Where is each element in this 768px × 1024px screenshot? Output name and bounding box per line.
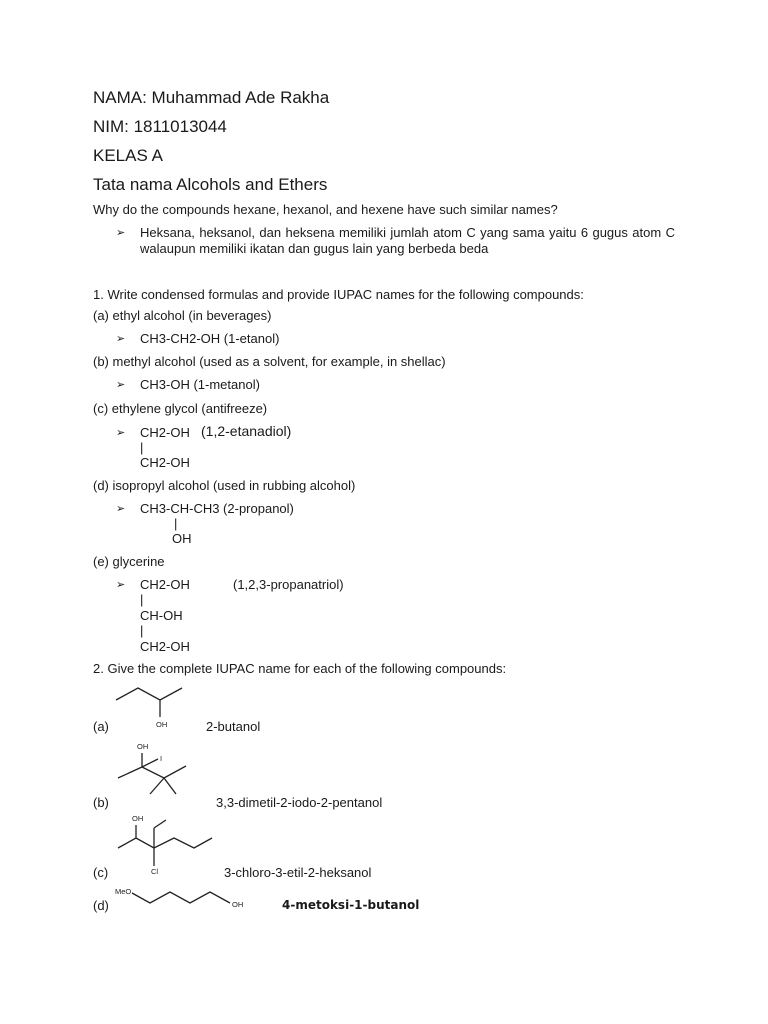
bullet-arrow-icon: ➢ (116, 503, 126, 515)
item-d-answer: CH3-CH-CH3 (2-propanol) (140, 501, 294, 516)
student-nim: NIM: 1811013044 (93, 117, 227, 136)
item-d-branch: OH (172, 531, 192, 546)
q2-a-answer: 2-butanol (206, 719, 261, 734)
q2-b-label: (b) (93, 795, 109, 810)
intro-answer: Heksana, heksanol, dan heksena memiliki jumlah atom C yang sama yaitu 6 gugus atom C walaupun memiliki ikatan dan gugus lain yang berbeda beda (140, 225, 675, 256)
item-e-label: (e) glycerine (93, 554, 165, 569)
atom-label: OH (137, 742, 149, 751)
item-d-bond: | (174, 516, 178, 531)
section2-title: 2. Give the complete IUPAC name for each of the following compounds: (93, 661, 507, 676)
bullet-arrow-icon: ➢ (116, 579, 126, 591)
item-a-label: (a) ethyl alcohol (in beverages) (93, 308, 272, 323)
q2-d-label: (d) (93, 898, 109, 913)
q2-c-answer: 3-chloro-3-etil-2-heksanol (224, 865, 372, 880)
structure-b (112, 738, 212, 808)
student-name: NAMA: Muhammad Ade Rakha (93, 88, 330, 107)
item-c-label: (c) ethylene glycol (antifreeze) (93, 401, 268, 416)
item-c-formula-line1: CH2-OH (140, 425, 190, 440)
item-d-label: (d) isopropyl alcohol (used in rubbing alcohol) (93, 478, 356, 493)
structure-c (112, 810, 232, 880)
q2-a-label: (a) (93, 719, 109, 734)
item-c-bond: | (140, 440, 144, 455)
atom-label: OH (132, 814, 144, 823)
student-class: KELAS A (93, 146, 163, 165)
atom-label: OH (232, 900, 244, 909)
q2-c-label: (c) (93, 865, 109, 880)
item-a-answer: CH3-CH2-OH (1-etanol) (140, 331, 280, 346)
bullet-arrow-icon: ➢ (116, 227, 126, 239)
atom-label: MeO (115, 887, 132, 896)
item-c-formula-line2: CH2-OH (140, 455, 190, 470)
section1-title: 1. Write condensed formulas and provide IUPAC names for the following compounds: (93, 287, 584, 302)
bullet-arrow-icon: ➢ (116, 427, 126, 439)
item-b-label: (b) methyl alcohol (used as a solvent, for example, in shellac) (93, 354, 446, 369)
atom-label: I (160, 754, 163, 763)
q2-d-answer: 4-metoksi-1-butanol (282, 898, 420, 912)
topic-title: Tata nama Alcohols and Ethers (93, 175, 328, 194)
item-e-formula-line3: CH2-OH (140, 639, 190, 654)
item-e-formula-line1: CH2-OH (140, 577, 190, 592)
bullet-arrow-icon: ➢ (116, 379, 126, 391)
structure-a (112, 680, 202, 730)
atom-label: OH (156, 720, 168, 729)
item-e-formula-line2: CH-OH (140, 608, 183, 623)
item-c-name: (1,2-etanadiol) (201, 423, 292, 439)
intro-question: Why do the compounds hexane, hexanol, and hexene have such similar names? (93, 202, 558, 217)
item-e-bond1: | (140, 592, 144, 607)
structure-d (112, 884, 262, 914)
q2-b-answer: 3,3-dimetil-2-iodo-2-pentanol (216, 795, 383, 810)
atom-label: Cl (151, 867, 159, 876)
bullet-arrow-icon: ➢ (116, 333, 126, 345)
item-b-answer: CH3-OH (1-metanol) (140, 377, 260, 392)
item-e-bond2: | (140, 623, 144, 638)
item-e-name: (1,2,3-propanatriol) (233, 577, 344, 592)
